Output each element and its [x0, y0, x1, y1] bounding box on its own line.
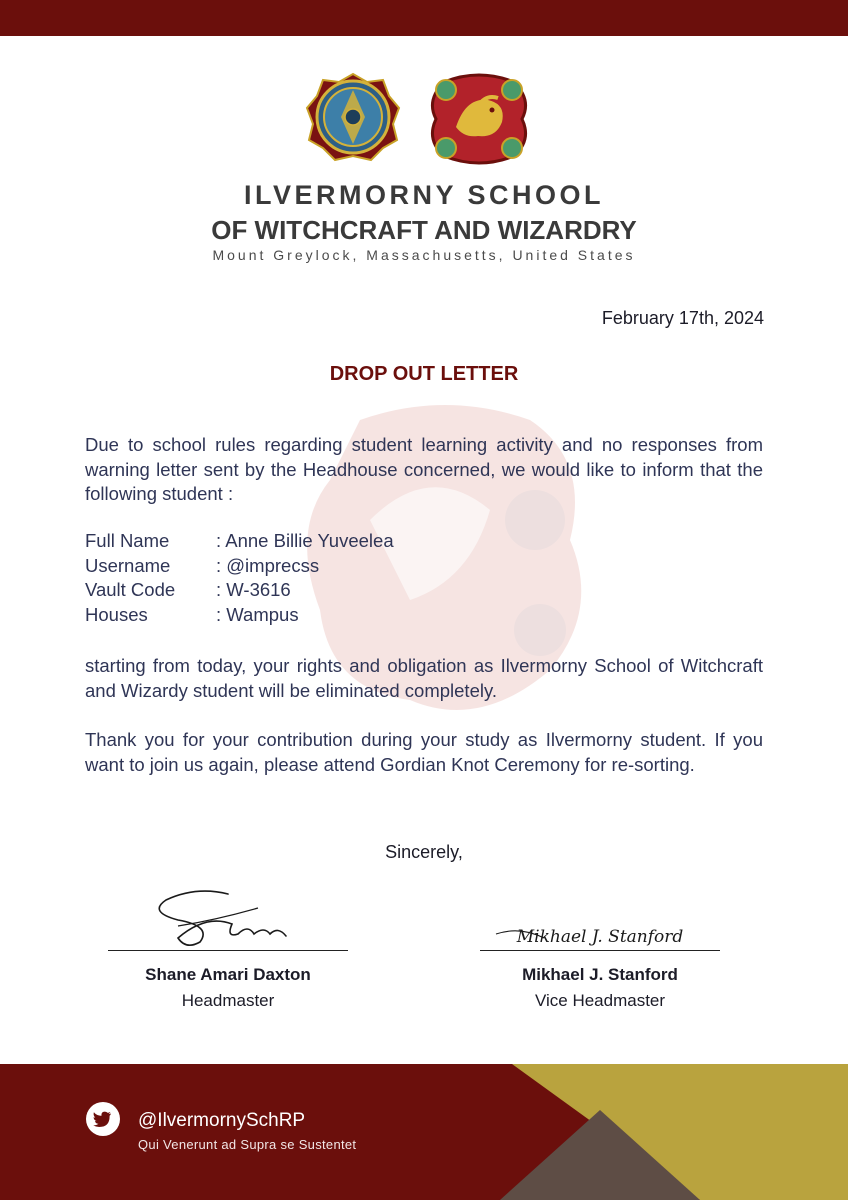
intro-paragraph: Due to school rules regarding student learning activity and no responses from warning letter sent by the Headhouse concerned, we would like to inform that the following student : [85, 434, 763, 504]
detail-value: : Anne Billie Yuveelea [216, 530, 394, 551]
detail-value: : Wampus [216, 603, 299, 625]
signatory-name: Mikhael J. Stanford [522, 965, 678, 984]
signature-vice-headmaster [480, 880, 720, 1011]
detail-label: Full Name [85, 530, 170, 551]
twitter-icon[interactable] [86, 1102, 120, 1136]
student-details [85, 529, 394, 627]
signature-headmaster [108, 880, 348, 1011]
detail-value: : @imprecss [216, 554, 320, 576]
svg-text:Mikhael J. Stanford: Mikhael J. Stanford [516, 927, 684, 947]
signature-image [108, 880, 348, 951]
crests-row [0, 72, 848, 172]
detail-label: Vault Code [85, 579, 176, 600]
school-name-line1: ILVERMORNY SCHOOL [243, 180, 605, 210]
letter-title: DROP OUT LETTER [329, 363, 519, 385]
detail-row-houses [85, 603, 394, 628]
detail-label: Username [85, 554, 171, 576]
letter-date: February 17th, 2024 [601, 308, 764, 328]
closing-paragraph: Thank you for your contribution during your study as Ilvermorny student. If you want to join us again, please attend Gordian Knot Ceremony for re-sorting. [85, 729, 763, 775]
signatory-role: Headmaster [181, 991, 275, 1010]
signatory-role: Vice Headmaster [534, 991, 666, 1010]
school-location: Mount Greylock, Massachusetts, United States [212, 247, 636, 263]
signature-image [480, 880, 720, 951]
school-name-line2: OF WITCHCRAFT AND WIZARDRY [211, 215, 637, 245]
school-motto: Qui Venerunt ad Supra se Sustentet [138, 1137, 357, 1152]
top-banner [0, 0, 848, 36]
detail-row-full-name [85, 529, 394, 554]
detail-row-username [85, 554, 394, 579]
sign-off: Sincerely, [385, 842, 463, 862]
detail-row-vault-code [85, 578, 394, 603]
handwritten-signature-icon [480, 880, 720, 950]
detail-label: Houses [85, 603, 148, 625]
signatory-name: Shane Amari Daxton [145, 965, 311, 984]
handwritten-signature-icon [108, 880, 348, 950]
body-paragraph: starting from today, your rights and obligation as Ilvermorny School of Witchcraft and Wizardy student will be eliminated completely. [85, 655, 763, 701]
twitter-handle[interactable]: @IlvermornySchRP [138, 1110, 306, 1131]
ilvermorny-crest-icon [305, 72, 401, 162]
detail-value: : W-3616 [216, 579, 291, 600]
footer-banner [0, 1064, 848, 1200]
wampus-house-crest-icon [426, 72, 532, 166]
